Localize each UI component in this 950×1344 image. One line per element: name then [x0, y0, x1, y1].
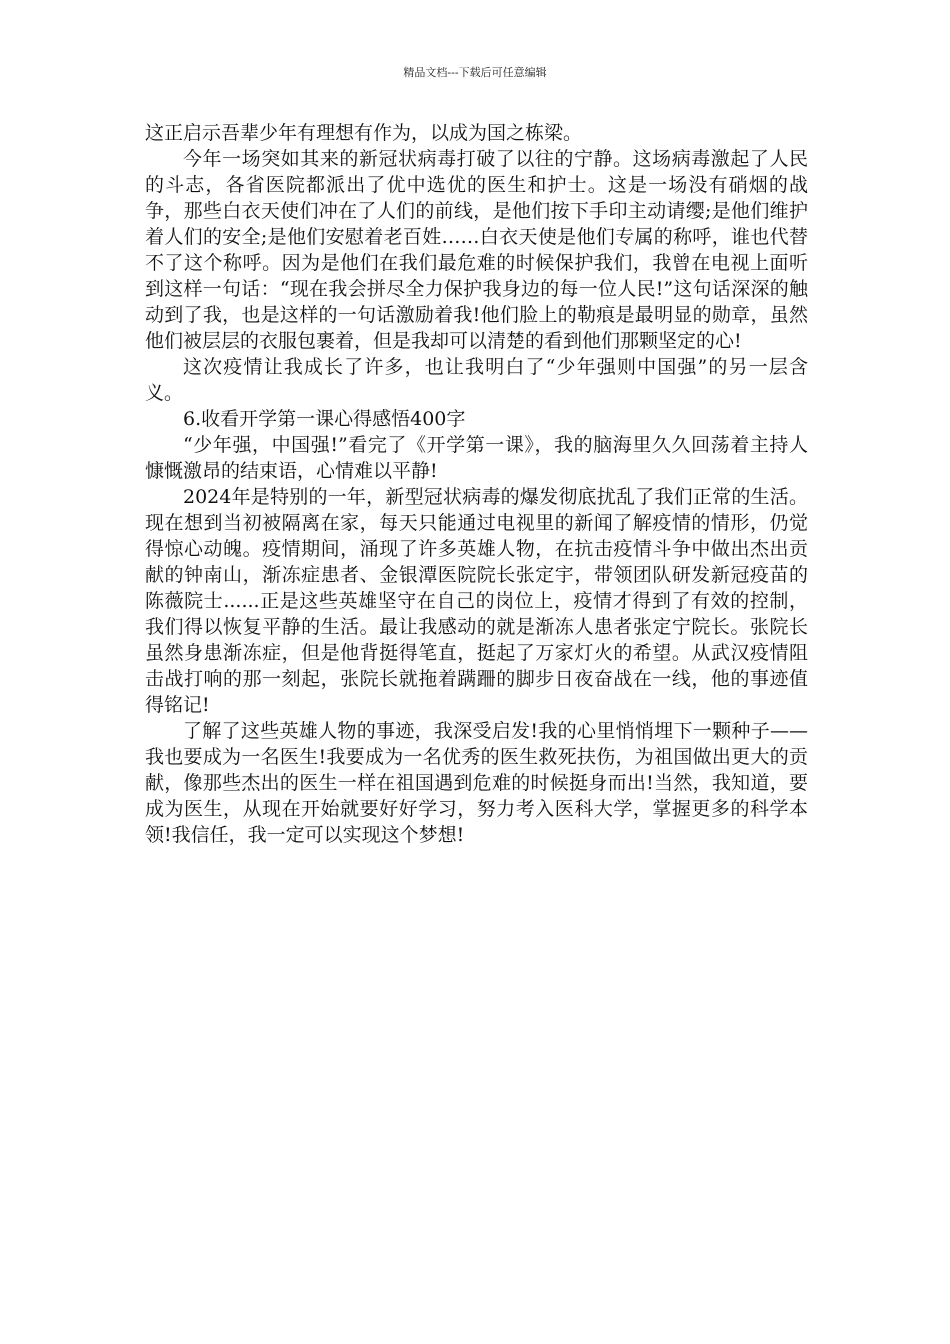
paragraph: 这正启示吾辈少年有理想有作为，以成为国之栋梁。	[145, 122, 583, 144]
paragraph: “少年强，中国强!”看完了《开学第一课》，我的脑海里久久回荡着主持人慷慨激昂的结束语，心情难以平静!	[145, 434, 808, 482]
paragraph: 了解了这些英雄人物的事迹，我深受启发!我的心里悄悄埋下一颗种子——我也要成为一名医生!我要成为一名优秀的医生救死扶伤，为祖国做出更大的贡献，像那些杰出的医生一样在祖国遇到危难的时候挺身而出!当然，我知道，要成为医生，从现在开始就要好好学习，努力考入医科大学，掌握更多的科学本领!我信任，我一定可以实现这个梦想!	[145, 720, 808, 846]
document-body	[145, 120, 808, 848]
section-heading: 6.收看开学第一课心得感悟400字	[183, 408, 466, 430]
paragraph: 这次疫情让我成长了许多，也让我明白了“少年强则中国强”的另一层含义。	[145, 356, 808, 404]
paragraph: 2024年是特别的一年，新型冠状病毒的爆发彻底扰乱了我们正常的生活。现在想到当初被隔离在家，每天只能通过电视里的新闻了解疫情的情形，仍觉得惊心动魄。疫情期间，涌现了许多英雄人物，在抗击疫情斗争中做出杰出贡献的钟南山，渐冻症患者、金银潭医院院长张定宇，带领团队研发新冠疫苗的陈薇院士......正是这些英雄坚守在自己的岗位上，疫情才得到了有效的控制，我们得以恢复平静的生活。最让我感动的就是渐冻人患者张定宁院长。张院长虽然身患渐冻症，但是他背挺得笔直，挺起了万家灯火的希望。从武汉疫情阻击战打响的那一刻起，张院长就拖着蹒跚的脚步日夜奋战在一线，他的事迹值得铭记!	[145, 486, 808, 716]
page-header: 精品文档---下载后可任意编辑	[403, 66, 547, 79]
paragraph: 今年一场突如其来的新冠状病毒打破了以往的宁静。这场病毒激起了人民的斗志，各省医院都派出了优中选优的医生和护士。这是一场没有硝烟的战争，那些白衣天使们冲在了人们的前线，是他们按下手印主动请缨;是他们维护着人们的安全;是他们安慰着老百姓……白衣天使是他们专属的称呼，谁也代替不了这个称呼。因为是他们在我们最危难的时候保护我们，我曾在电视上面听到这样一句话：“现在我会拼尽全力保护我身边的每一位人民!”这句话深深的触动到了我，也是这样的一句话激励着我!他们脸上的勒痕是最明显的勋章，虽然他们被层层的衣服包裹着，但是我却可以清楚的看到他们那颗坚定的心!	[145, 148, 808, 352]
